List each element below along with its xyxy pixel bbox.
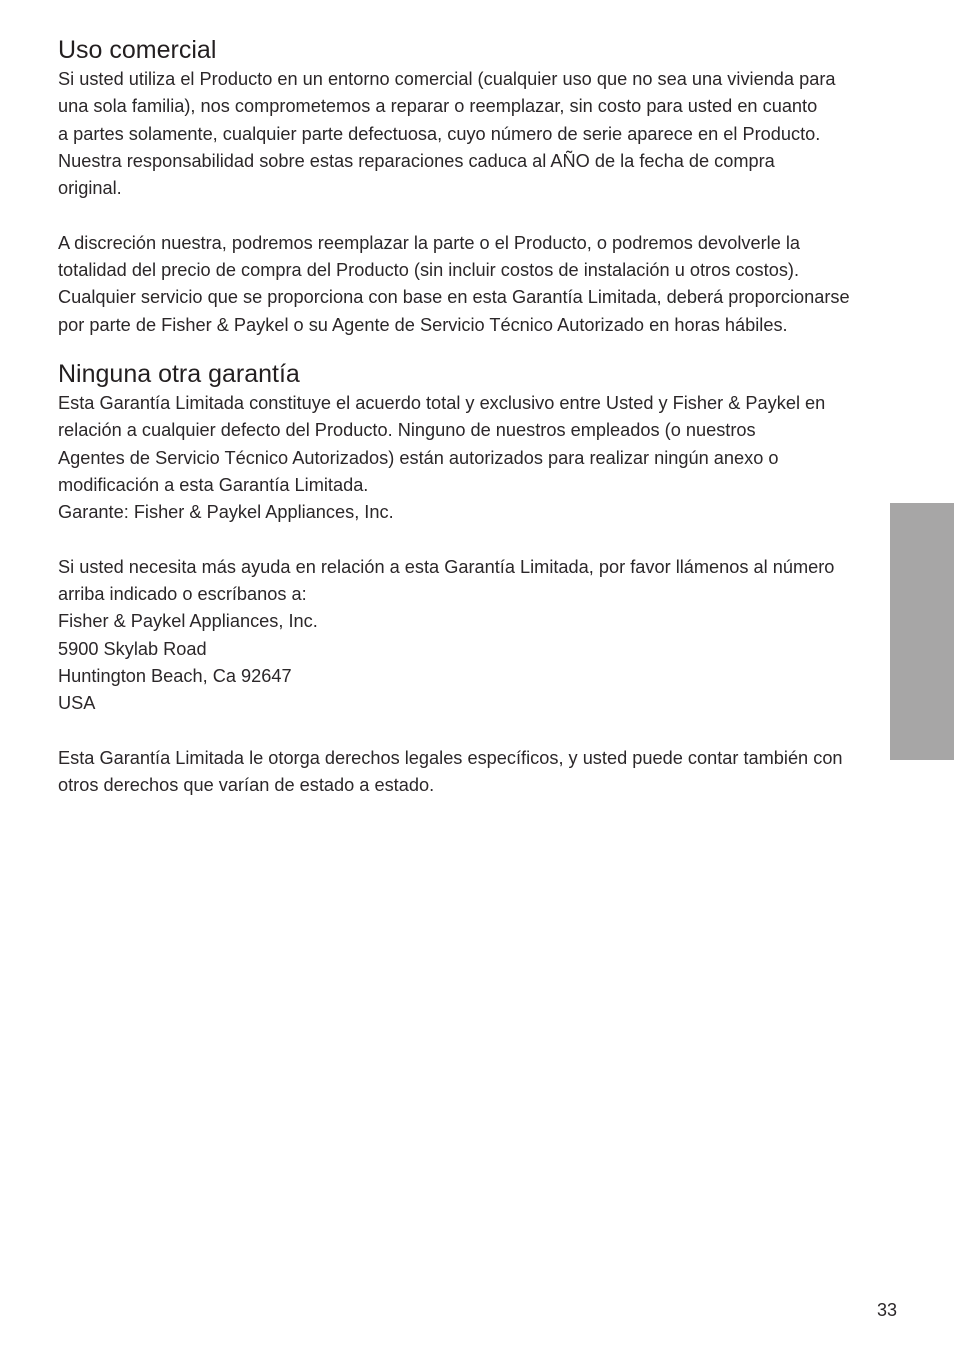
address-company: Fisher & Paykel Appliances, Inc. bbox=[58, 611, 318, 632]
text-line: arriba indicado o escríbanos a: bbox=[58, 584, 307, 605]
text-line: a partes solamente, cualquier parte defectuosa, cuyo número de serie aparece en el Producto. bbox=[58, 123, 821, 144]
paragraph-entire-agreement bbox=[58, 390, 888, 526]
section-spacer bbox=[58, 339, 888, 358]
address-country: USA bbox=[58, 693, 96, 714]
text-line: otros derechos que varían de estado a estado. bbox=[58, 775, 435, 796]
text-line: Si usted necesita más ayuda en relación a esta Garantía Limitada, por favor llámenos al número bbox=[58, 556, 835, 577]
paragraph-contact-address bbox=[58, 554, 888, 718]
section-title-uso-comercial: Uso comercial bbox=[58, 36, 217, 64]
text-line: A discreción nuestra, podremos reemplazar la parte o el Producto, o podremos devolverle la bbox=[58, 232, 801, 253]
paragraph-spacer bbox=[58, 526, 888, 553]
text-line: Garante: Fisher & Paykel Appliances, Inc. bbox=[58, 502, 394, 523]
paragraph-replacement-refund bbox=[58, 230, 888, 339]
paragraph-legal-rights bbox=[58, 745, 888, 800]
text-line: Si usted utiliza el Producto en un entorno comercial (cualquier uso que no sea una vivienda para bbox=[58, 69, 836, 89]
text-line: por parte de Fisher & Paykel o su Agente de Servicio Técnico Autorizado en horas hábiles. bbox=[58, 314, 788, 335]
paragraph-spacer bbox=[58, 202, 888, 229]
text-line: Cualquier servicio que se proporciona con base en esta Garantía Limitada, deberá proporcionarse bbox=[58, 287, 850, 308]
address-street: 5900 Skylab Road bbox=[58, 638, 207, 659]
paragraph-spacer bbox=[58, 718, 888, 745]
text-line: modificación a esta Garantía Limitada. bbox=[58, 474, 369, 495]
chapter-side-tab bbox=[890, 503, 954, 760]
text-line: totalidad del precio de compra del Producto (sin incluir costos de instalación u otros costos). bbox=[58, 260, 800, 281]
text-line: Agentes de Servicio Técnico Autorizados) están autorizados para realizar ningún anexo o bbox=[58, 447, 779, 468]
text-line: Esta Garantía Limitada constituye el acuerdo total y exclusivo entre Usted y Fisher & Paykel en bbox=[58, 392, 826, 413]
section-title-ninguna-otra-garantia: Ninguna otra garantía bbox=[58, 359, 300, 388]
paragraph-commercial-use-repair bbox=[58, 66, 888, 202]
text-line: Esta Garantía Limitada le otorga derechos legales específicos, y usted puede contar también con bbox=[58, 747, 843, 768]
document-body bbox=[58, 34, 888, 799]
text-line: Nuestra responsabilidad sobre estas reparaciones caduca al AÑO de la fecha de compra bbox=[58, 150, 775, 171]
text-line: relación a cualquier defecto del Producto. Ninguno de nuestros empleados (o nuestros bbox=[58, 420, 756, 441]
text-line: original. bbox=[58, 178, 122, 199]
address-city: Huntington Beach, Ca 92647 bbox=[58, 665, 292, 686]
page-number: 33 bbox=[876, 1300, 897, 1320]
text-line: una sola familia), nos comprometemos a reparar o reemplazar, sin costo para usted en cuanto bbox=[58, 96, 818, 117]
